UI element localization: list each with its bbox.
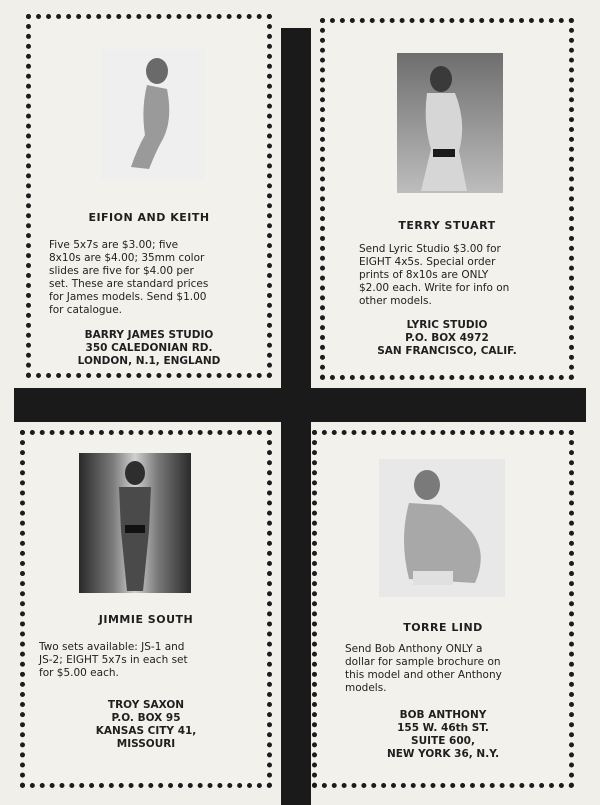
description-line: models. bbox=[345, 682, 387, 694]
figure-silhouette-icon bbox=[397, 53, 503, 193]
address-line: 155 W. 46th ST. bbox=[397, 722, 489, 734]
address-line: KANSAS CITY 41, bbox=[95, 725, 197, 737]
figure-silhouette-icon bbox=[379, 459, 505, 597]
studio-address bbox=[325, 319, 569, 358]
description-line: for James models. Send $1.00 bbox=[49, 291, 207, 303]
ad-description bbox=[359, 243, 559, 308]
address-line: BARRY JAMES STUDIO bbox=[84, 329, 214, 341]
ad-panel-torre-lind bbox=[312, 430, 574, 788]
horizontal-divider-bar bbox=[14, 388, 586, 422]
figure-silhouette-icon bbox=[101, 49, 205, 179]
address-line: P.O. BOX 4972 bbox=[405, 332, 489, 344]
description-line: Two sets available: JS-1 and bbox=[39, 641, 185, 653]
description-line: JS-2; EIGHT 5x7s in each set bbox=[39, 654, 188, 666]
description-line: this model and other Anthony bbox=[345, 669, 502, 681]
studio-address bbox=[317, 709, 569, 761]
description-line: Send Lyric Studio $3.00 for bbox=[359, 243, 501, 255]
description-line: for catalogue. bbox=[49, 304, 122, 316]
ad-description bbox=[345, 643, 567, 695]
model-name: TORRE LIND bbox=[403, 621, 483, 634]
description-line: slides are five for $4.00 per bbox=[49, 265, 194, 277]
description-line: Send Bob Anthony ONLY a bbox=[345, 643, 483, 655]
figure-silhouette-icon bbox=[79, 453, 191, 593]
studio-address bbox=[31, 329, 267, 368]
studio-address bbox=[25, 699, 267, 751]
address-line: BOB ANTHONY bbox=[399, 709, 487, 721]
description-line: 8x10s are $4.00; 35mm color bbox=[49, 252, 205, 264]
address-line: 350 CALEDONIAN RD. bbox=[85, 342, 213, 354]
address-line: LONDON, N.1, ENGLAND bbox=[77, 355, 221, 367]
description-line: EIGHT 4x5s. Special order bbox=[359, 256, 496, 268]
address-line: NEW YORK 36, N.Y. bbox=[386, 748, 500, 760]
description-line: dollar for sample brochure on bbox=[345, 656, 501, 668]
model-photo bbox=[379, 459, 505, 597]
model-name: JIMMIE SOUTH bbox=[98, 613, 194, 626]
description-line: set. These are standard prices bbox=[49, 278, 209, 290]
address-line: TROY SAXON bbox=[107, 699, 185, 711]
address-line: SUITE 600, bbox=[411, 735, 475, 747]
description-line: for $5.00 each. bbox=[39, 667, 119, 679]
address-line: P.O. BOX 95 bbox=[111, 712, 181, 724]
ad-panel-terry-stuart bbox=[320, 18, 574, 380]
address-line: MISSOURI bbox=[116, 738, 176, 750]
description-line: $2.00 each. Write for info on bbox=[359, 282, 510, 294]
model-photo bbox=[101, 49, 205, 179]
address-line: LYRIC STUDIO bbox=[406, 319, 488, 331]
address-line: SAN FRANCISCO, CALIF. bbox=[377, 345, 517, 357]
ad-description bbox=[49, 239, 259, 317]
description-line: Five 5x7s are $3.00; five bbox=[49, 239, 179, 251]
model-photo bbox=[79, 453, 191, 593]
model-name: EIFION AND KEITH bbox=[88, 211, 210, 224]
description-line: other models. bbox=[359, 295, 432, 307]
model-name: TERRY STUART bbox=[398, 219, 496, 232]
ad-panel-eifion-keith bbox=[26, 14, 272, 378]
ad-description bbox=[39, 641, 259, 680]
ad-panel-jimmie-south bbox=[20, 430, 272, 788]
description-line: prints of 8x10s are ONLY bbox=[359, 269, 489, 281]
model-photo bbox=[397, 53, 503, 193]
